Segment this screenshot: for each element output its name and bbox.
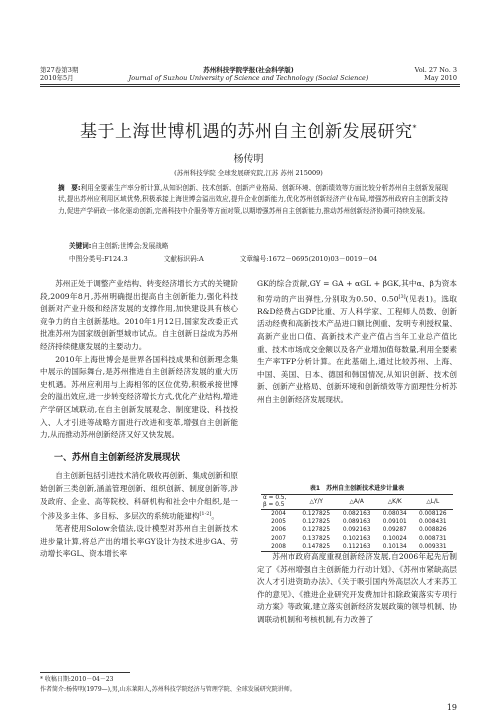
table-corner-cell: α = 0.5, β = 0.5: [263, 495, 287, 508]
table-cell: 0.127825: [302, 527, 331, 534]
header-rule-2: [40, 86, 460, 87]
table-cell: 2006: [271, 527, 286, 534]
left-column: [40, 278, 238, 561]
table-cell: 2007: [271, 535, 286, 542]
table-cell: 2008: [271, 543, 286, 550]
author-name: 杨传明: [233, 154, 264, 165]
date-en: May 2010: [424, 74, 457, 82]
keywords-label: 关键词:: [69, 242, 92, 250]
table-cell: 0.08034: [382, 511, 407, 518]
table1-caption: 表1 苏州自主创新技术进步计量表: [309, 485, 405, 492]
section1-paragraph-2: 笔者使用Solow余值法,设计模型对苏州自主创新技术进步量计算,将总产出的增长率GY设计为技术进步GA、劳动增长率GL、资本增长率: [40, 524, 238, 559]
header-rule: [40, 84, 460, 85]
author-bio: 作者简介:杨传明(1979—),男,山东莱阳人,苏州科技学院经济与管理学院、全球发展研究院讲师。: [40, 685, 296, 693]
table-cell: 0.008826: [418, 527, 447, 534]
right-column-lower: [257, 551, 457, 627]
table-row: [261, 526, 453, 534]
table-row: [261, 510, 453, 519]
table-cell: 0.009331: [418, 543, 447, 550]
footnote-rule: [40, 672, 130, 673]
table-cell: 0.10134: [382, 543, 407, 550]
volume-issue-cn: 第27卷第3期: [40, 66, 79, 74]
table-cell: 0.092163: [342, 527, 371, 534]
clc-number: 中图分类号:F124.3: [69, 255, 128, 263]
received-date: * 收稿日期:2010－04－23: [40, 676, 114, 683]
table-cell: 0.147825: [302, 543, 331, 550]
article-title: 基于上海世博机遇的苏州自主创新发展研究*: [80, 122, 417, 142]
page-number: 19: [446, 703, 457, 712]
table-cell: 0.008126: [418, 511, 447, 518]
author-affiliation: (苏州科技学院 全球发展研究院,江苏 苏州 215009): [174, 169, 323, 177]
table-row: [261, 535, 453, 543]
section-heading-1: 一、苏州自主创新经济发展现状: [54, 452, 181, 463]
table-header: △A/A: [349, 499, 364, 505]
article-number: 文章编号:1672－0695(2010)03－0019－04: [239, 255, 378, 263]
title-footnote-mark: *: [412, 123, 417, 133]
table-cell: 0.127825: [302, 511, 331, 518]
intro-paragraph-1: 苏州正处于调整产业结构、转变经济增长方式的关键阶段,2009年8月,苏州明确提出提高自主创新能力,强化科技创新对产业升级和经济发展的支撑作用,加快建设具有核心竞争力的自主创新基地。2010年1月12日,国家发改委正式批准苏州为国家级创新型城市试点。自主创新日益成为苏州经济持续健康发展的主要动力。: [40, 279, 238, 351]
table-cell: 0.137825: [302, 535, 331, 542]
intro-paragraph-2: 2010年上海世博会是世界各国科技成果和创新理念集中展示的国际舞台,是苏州推进自主创新经济发展的重大历史机遇。苏州应利用与上海相邻的区位优势,积极承接世博会的溢出效应,进一步转变经济增长方式,优化产业结构,增进产学研区域联动,在自主创新发展观念、制度建设、科技投入、人才引进等战略方面进行改进和变革,增强自主创新能力,从而推动苏州创新经济又好又快发展。: [40, 354, 238, 440]
keywords-text: 自主创新;世博会;发展战略: [91, 242, 169, 250]
keywords: [69, 240, 168, 250]
model-paragraph: GK的综合贡献,GY = GA + αGL + βGK,其中α、β为资本和劳动的产出弹性,分别取为0.50、0.50[3](见表1)。选取R&D经费占GDP比重、万人科学家、工程师人员数、创新活动经费和高新技术产品进口额比例重、发明专利授权量、高新产业出口值、高新技术产业产值占当年工业总产值比重、技术市场成交金额以及各产业增加值每数量,利用全要素生产率TFP分析计算。在此基础上,通过比较苏州、上海、中国、美国、日本、德国和韩国情况,从知识创新、技术创新、创新产业格局、创新环境和创新绩效等方面理性分析苏州自主创新经济发展现状。: [257, 279, 457, 404]
table-cell: 0.102163: [342, 535, 371, 542]
table-cell: 2004: [271, 511, 286, 518]
table-header: △K/K: [387, 499, 402, 505]
table-cell: 0.082163: [342, 511, 371, 518]
table1: [261, 494, 453, 552]
table-header: △Y/Y: [309, 499, 323, 505]
table-cell: 0.10024: [382, 535, 407, 542]
table-header: △L/L: [426, 499, 440, 505]
table-header-row: [261, 495, 453, 510]
table-cell: 0.008431: [418, 519, 447, 526]
classification-line: [69, 253, 411, 263]
citation-1-2: [1-2]: [199, 511, 212, 518]
journal-title-en: Journal of Suzhou University of Science and Technology (Social Science): [128, 74, 369, 82]
footnote: [40, 675, 460, 694]
abstract-label: 摘 要:: [58, 184, 81, 192]
table-cell: 0.09287: [382, 527, 407, 534]
table-row: [261, 518, 453, 526]
volume-issue-en: Vol. 27 No. 3: [414, 66, 457, 74]
table-cell: 0.09101: [382, 519, 407, 526]
section1-paragraph-1: 自主创新包括引进技术消化吸收再创新、集成创新和原始创新三类创新,涵盖管理创新、组织创新、制度创新等,涉及政府、企业、高等院校、科研机构和社会中介组织,是一个涉及多主体、多目标、多层次的系统功能建构[1-2]。: [40, 471, 238, 521]
document-code: 文献标识码:A: [163, 255, 204, 263]
citation-3: [3]: [398, 293, 406, 300]
table-cell: 0.112163: [342, 543, 371, 550]
right-column: [257, 278, 457, 406]
table-cell: 0.008731: [418, 535, 447, 542]
table-cell: 0.127825: [302, 519, 331, 526]
abstract: [58, 183, 448, 217]
table-cell: 2005: [271, 519, 286, 526]
policy-paragraph: 苏州市政府高度重视创新经济发展,自2006年起先后制定了《苏州增强自主创新能力行动计划》、《苏州市紧缺高层次人才引进资助办法》、《关于吸引国内外高层次人才来苏工作的意见》、《推进企业研究开发费加计扣除政策落实专项行动方案》等政策,建立落实创新经济发展政策的领导机制、协调联动机制和考核机制,有力改善了: [257, 552, 457, 624]
table-cell: 0.089163: [342, 519, 371, 526]
abstract-text: 利用全要素生产率分析计算,从知识创新、技术创新、创新产业格局、创新环境、创新绩效等方面比较分析苏州自主创新发展现状,提出苏州应利用区域优势,积极承接上海世博会溢出效应,提升企业创新能力,优化苏州创新经济产业布局,增强苏州政府自主创新支持力,促进产学研政一体化驱动创新,完善科技中介服务等方面对策,以期增强苏州自主创新能力,推动苏州创新经济协调可持续发展。: [58, 184, 448, 215]
journal-title-cn: 苏州科技学院学报(社会科学版): [203, 66, 294, 74]
date-cn: 2010年5月: [40, 74, 74, 82]
